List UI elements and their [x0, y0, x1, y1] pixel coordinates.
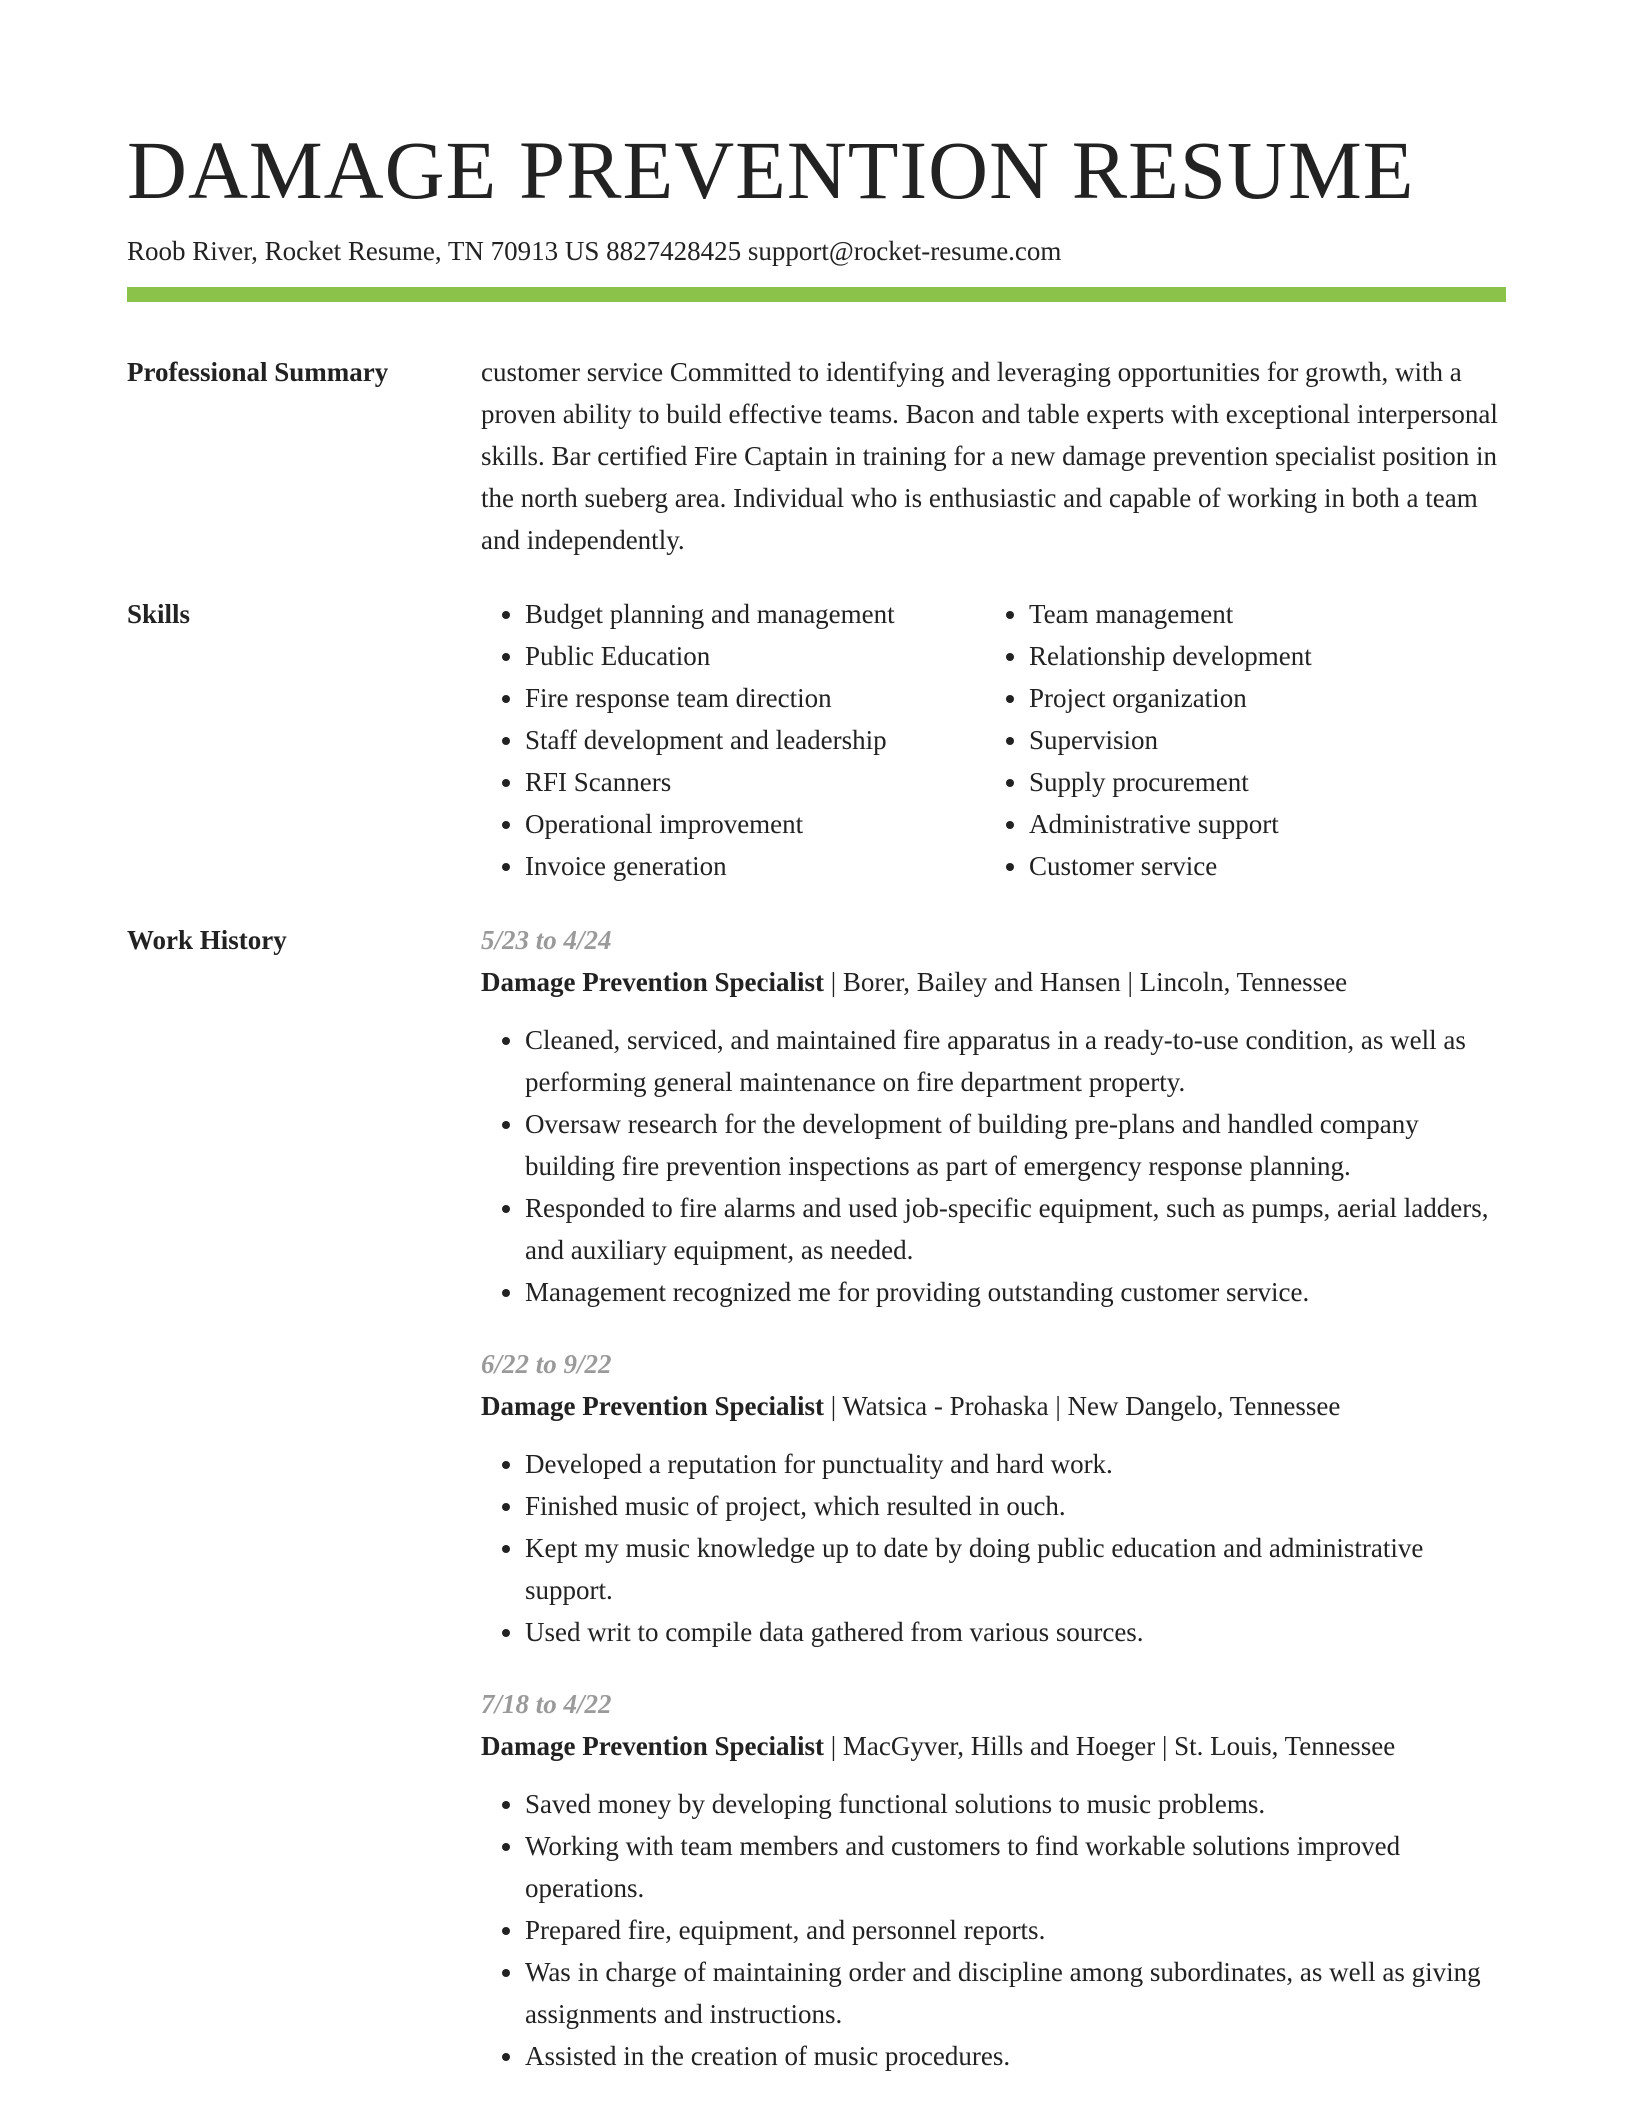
skills-list-left: [481, 593, 985, 887]
job-bullet: • Responded to fire alarms and used job-specific equipment, such as pumps, aerial ladders, and auxiliary equipment, as needed.: [525, 1187, 1506, 1271]
accent-divider: [127, 287, 1506, 302]
skill-item: • Administrative support: [1029, 803, 1312, 845]
skills-columns: [481, 593, 1506, 887]
skill-item: • Operational improvement: [525, 803, 985, 845]
job-bullet: • Used writ to compile data gathered from various sources.: [525, 1611, 1506, 1653]
contact-info: Roob River, Rocket Resume, TN 70913 US 8827428425 support@rocket-resume.com: [127, 236, 1062, 266]
work-history-section: [127, 919, 1506, 2077]
professional-summary-text: customer service Committed to identifying and leveraging opportunities for growth, with a proven ability to build effective teams. Bacon and table experts with exceptional interpersonal skills. Bar certified Fire Captain in training for a new damage prevention specialist position in the north sueberg area. Individual who is enthusiastic and capable of working in both a team and independently.: [481, 357, 1498, 555]
job-bullet: • Prepared fire, equipment, and personnel reports.: [525, 1909, 1506, 1951]
job-dates: 7/18 to 4/22: [481, 1689, 612, 1719]
job-bullet: • Assisted in the creation of music procedures.: [525, 2035, 1506, 2077]
job-entry: [481, 919, 1506, 1313]
job-bullet: • Oversaw research for the development of building pre-plans and handled company building fire prevention inspections as part of emergency response planning.: [525, 1103, 1506, 1187]
section-label-work-history: Work History: [127, 925, 287, 955]
job-bullet: • Was in charge of maintaining order and discipline among subordinates, as well as giving assignments and instructions.: [525, 1951, 1506, 2035]
skill-item: • Project organization: [1029, 677, 1312, 719]
skill-item: • Customer service: [1029, 845, 1312, 887]
skill-item: • Relationship development: [1029, 635, 1312, 677]
skill-item: • Staff development and leadership: [525, 719, 985, 761]
job-bullets: [481, 1783, 1506, 2077]
skill-item: • Public Education: [525, 635, 985, 677]
job-bullet: • Kept my music knowledge up to date by doing public education and administrative support.: [525, 1527, 1506, 1611]
job-bullet: • Working with team members and customers to find workable solutions improved operations.: [525, 1825, 1506, 1909]
skill-item: • RFI Scanners: [525, 761, 985, 803]
skills-list-right: [985, 593, 1312, 887]
resume-title: DAMAGE PREVENTION RESUME: [127, 124, 1415, 216]
skill-item: • Supply procurement: [1029, 761, 1312, 803]
job-dates: 6/22 to 9/22: [481, 1349, 612, 1379]
job-title: Damage Prevention Specialist: [481, 1731, 824, 1761]
section-label-professional-summary: Professional Summary: [127, 357, 389, 387]
job-bullet: • Finished music of project, which resulted in ouch.: [525, 1485, 1506, 1527]
job-bullets: [481, 1443, 1506, 1653]
job-entry: [481, 1683, 1506, 2077]
skill-item: • Team management: [1029, 593, 1312, 635]
job-dates: 5/23 to 4/24: [481, 925, 612, 955]
professional-summary-section: [127, 351, 1506, 561]
skill-item: • Invoice generation: [525, 845, 985, 887]
job-heading: [481, 961, 1506, 1003]
skill-item: • Fire response team direction: [525, 677, 985, 719]
job-bullet: • Developed a reputation for punctuality and hard work.: [525, 1443, 1506, 1485]
skills-section: [127, 593, 1506, 887]
job-employer-location: | Borer, Bailey and Hansen | Lincoln, Tennessee: [823, 967, 1348, 997]
job-title: Damage Prevention Specialist: [481, 1391, 824, 1421]
job-bullets: [481, 1019, 1506, 1313]
skill-item: • Supervision: [1029, 719, 1312, 761]
job-title: Damage Prevention Specialist: [481, 967, 824, 997]
section-label-skills: Skills: [127, 599, 191, 629]
job-employer-location: | Watsica - Prohaska | New Dangelo, Tennessee: [823, 1391, 1341, 1421]
job-bullet: • Saved money by developing functional solutions to music problems.: [525, 1783, 1506, 1825]
job-heading: [481, 1725, 1506, 1767]
job-entry: [481, 1343, 1506, 1653]
job-employer-location: | MacGyver, Hills and Hoeger | St. Louis, Tennessee: [823, 1731, 1396, 1761]
job-bullet: • Cleaned, serviced, and maintained fire apparatus in a ready-to-use condition, as well as performing general maintenance on fire department property.: [525, 1019, 1506, 1103]
job-bullet: • Management recognized me for providing outstanding customer service.: [525, 1271, 1506, 1313]
work-history-list: [481, 919, 1506, 2077]
job-heading: [481, 1385, 1506, 1427]
skill-item: • Budget planning and management: [525, 593, 985, 635]
